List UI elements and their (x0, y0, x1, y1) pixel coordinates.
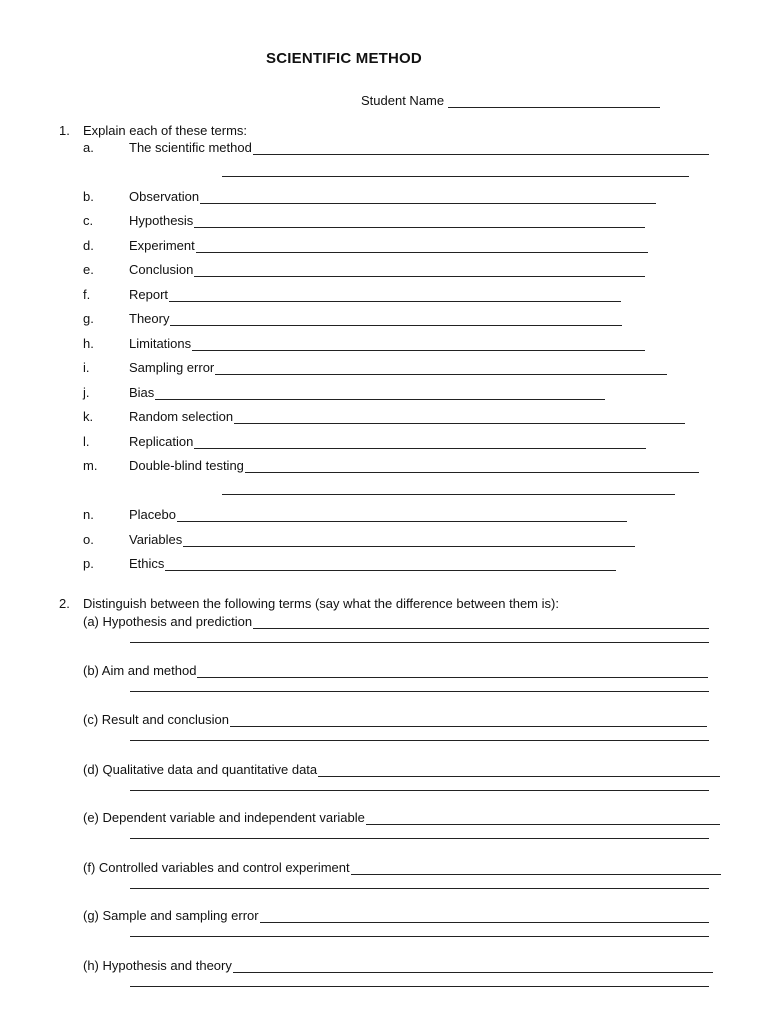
term-label: Sampling error (129, 360, 215, 375)
answer-line[interactable] (130, 986, 709, 987)
term-row-k (83, 407, 685, 424)
question-1-number: 1. (59, 123, 70, 138)
term-label: Ethics (129, 556, 165, 571)
answer-line[interactable] (130, 691, 709, 692)
term-letter: i. (83, 360, 90, 375)
pair-row-e (83, 808, 720, 825)
term-row-d (83, 236, 648, 253)
term-letter: j. (83, 385, 90, 400)
pair-row-c (83, 710, 707, 727)
term-row-b (83, 187, 656, 204)
term-label: Experiment (129, 238, 195, 253)
term-letter: g. (83, 311, 94, 326)
pair-row-g (83, 906, 709, 923)
term-label: Conclusion (129, 262, 194, 277)
answer-line[interactable] (130, 838, 709, 839)
term-row-g (83, 309, 622, 326)
term-row-j (83, 383, 605, 400)
answer-line[interactable] (253, 142, 709, 155)
term-letter: l. (83, 434, 90, 449)
term-row-a (83, 138, 709, 155)
pair-row-h (83, 956, 713, 973)
term-letter: b. (83, 189, 94, 204)
term-letter: a. (83, 140, 94, 155)
term-row-i (83, 358, 667, 375)
term-letter: p. (83, 556, 94, 571)
answer-line[interactable] (222, 176, 689, 177)
answer-line[interactable] (130, 936, 709, 937)
question-1-prompt: Explain each of these terms: (83, 123, 248, 138)
answer-line[interactable] (253, 616, 709, 629)
answer-line[interactable] (222, 494, 675, 495)
page-title: SCIENTIFIC METHOD (266, 50, 422, 67)
student-name-row (361, 90, 661, 108)
pair-label: (h) Hypothesis and theory (83, 958, 232, 973)
term-label: Report (129, 287, 169, 302)
term-letter: n. (83, 507, 94, 522)
pair-label: (e) Dependent variable and independent variable (83, 810, 365, 825)
term-label: Observation (129, 189, 200, 204)
answer-line[interactable] (200, 191, 656, 204)
term-label: Hypothesis (129, 213, 194, 228)
answer-line[interactable] (130, 790, 709, 791)
term-letter: o. (83, 532, 94, 547)
term-letter: c. (83, 213, 94, 228)
answer-line[interactable] (215, 362, 667, 375)
term-label: Random selection (129, 409, 234, 424)
pair-row-f (83, 858, 721, 875)
term-row-e (83, 260, 645, 277)
answer-line[interactable] (130, 642, 709, 643)
student-name-line[interactable] (448, 95, 660, 108)
term-row-h (83, 334, 645, 351)
pair-row-a (83, 612, 709, 629)
answer-line[interactable] (366, 812, 720, 825)
answer-line[interactable] (194, 436, 646, 449)
term-row-m (83, 456, 699, 473)
term-letter: h. (83, 336, 94, 351)
term-label: The scientific method (129, 140, 252, 155)
term-row-n (83, 505, 627, 522)
pair-label: (f) Controlled variables and control experiment (83, 860, 350, 875)
answer-line[interactable] (130, 740, 709, 741)
answer-line[interactable] (177, 509, 627, 522)
term-label: Variables (129, 532, 183, 547)
pair-label: (g) Sample and sampling error (83, 908, 259, 923)
pair-row-b (83, 661, 708, 678)
term-row-c (83, 211, 645, 228)
term-label: Double-blind testing (129, 458, 244, 473)
term-label: Bias (129, 385, 155, 400)
answer-line[interactable] (197, 665, 708, 678)
term-letter: d. (83, 238, 94, 253)
pair-label: (b) Aim and method (83, 663, 197, 678)
term-letter: m. (83, 458, 98, 473)
answer-line[interactable] (155, 387, 605, 400)
answer-line[interactable] (169, 289, 621, 302)
answer-line[interactable] (194, 264, 645, 277)
term-row-l (83, 432, 646, 449)
answer-line[interactable] (318, 764, 720, 777)
answer-line[interactable] (196, 240, 648, 253)
question-2-prompt: Distinguish between the following terms (say what the difference between them is): (83, 596, 559, 611)
pair-label: (a) Hypothesis and prediction (83, 614, 253, 629)
pair-label: (d) Qualitative data and quantitative data (83, 762, 318, 777)
term-letter: e. (83, 262, 94, 277)
answer-line[interactable] (194, 215, 645, 228)
answer-line[interactable] (234, 411, 685, 424)
term-row-p (83, 554, 616, 571)
answer-line[interactable] (170, 313, 622, 326)
term-label: Theory (129, 311, 170, 326)
answer-line[interactable] (245, 460, 699, 473)
question-2-number: 2. (59, 596, 70, 611)
term-row-o (83, 530, 635, 547)
term-label: Replication (129, 434, 194, 449)
term-label: Limitations (129, 336, 192, 351)
term-letter: k. (83, 409, 94, 424)
term-letter: f. (83, 287, 91, 302)
answer-line[interactable] (260, 910, 709, 923)
pair-row-d (83, 760, 720, 777)
student-name-label: Student Name (361, 93, 445, 108)
pair-label: (c) Result and conclusion (83, 712, 229, 727)
answer-line[interactable] (130, 888, 709, 889)
term-row-f (83, 285, 621, 302)
answer-line[interactable] (230, 714, 707, 727)
answer-line[interactable] (233, 960, 713, 973)
answer-line[interactable] (192, 338, 645, 351)
answer-line[interactable] (351, 862, 721, 875)
answer-line[interactable] (183, 534, 635, 547)
answer-line[interactable] (165, 558, 616, 571)
term-label: Placebo (129, 507, 176, 522)
